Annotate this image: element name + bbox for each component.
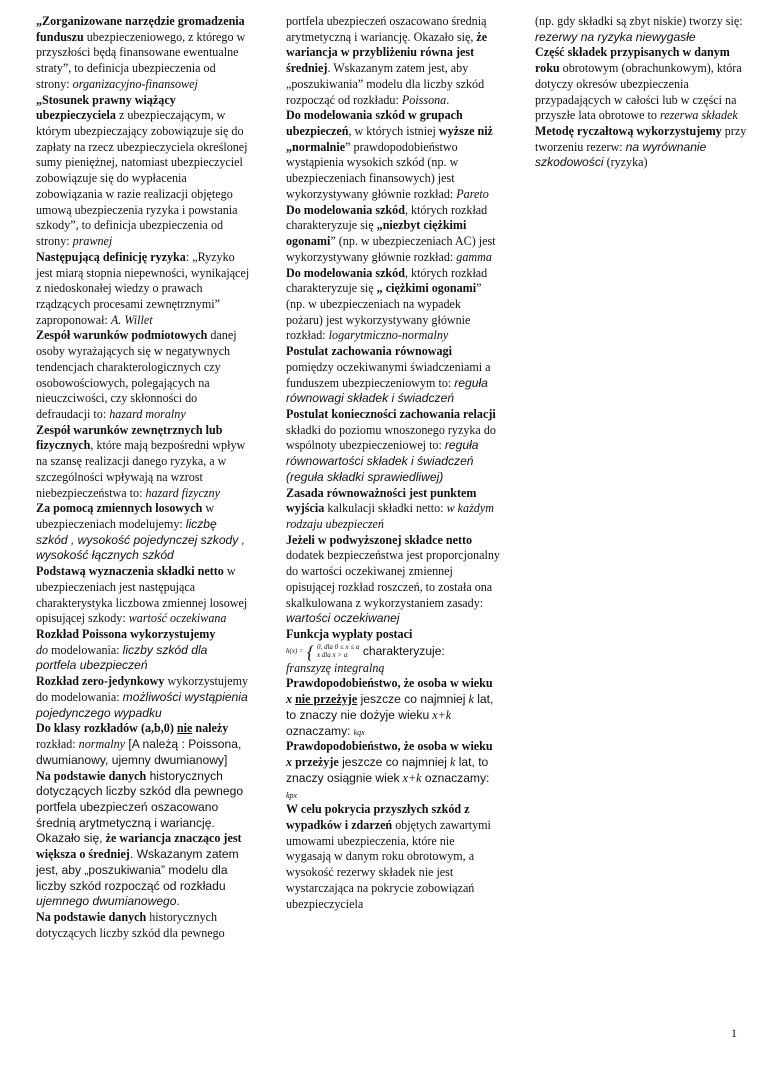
paragraph: Na podstawie danych historycznych dotyczących liczby szkód dla pewnego	[36, 909, 225, 940]
paragraph: Do klasy rozkładów (a,b,0) nie należy rozkład: normalny [A należą : Poissona, dwumianowy, ujemny dwumianowy]	[36, 721, 242, 767]
paragraph: „Stosunek prawny wiążący ubezpieczyciela z ubezpieczającym, w którym ubezpieczający zobowiązuje się do zapłaty na rzecz ubezpieczyciela określonej sumy pieniężnej, natomiast ubezpieczyciel zobowiązuje się do wypłacenia zobowiązania w razie realizacji objętego umową ubezpieczenia ryzyka i powstania szkody”, to definicja ubezpieczenia od strony: prawnej	[36, 92, 248, 249]
text-column-1	[36, 14, 250, 941]
paragraph: portfela ubezpieczeń oszacowano średnią arytmetyczną i wariancję. Okazało się, że wariancja w przybliżeniu równa jest średniej. Wskazanym zatem jest, aby „poszukiwania” modelu dla liczby szkód rozpocząć od rozkładu: Poissona.	[286, 14, 488, 107]
paragraph: Zasada równoważności jest punktem wyjścia kalkulacji składki netto: w każdym rodzaju ubezpieczeń	[286, 485, 494, 531]
paragraph: Do modelowania szkód, których rozkład charakteryzuje się „niezbyt ciężkimi ogonami” (np. w ubezpieczeniach AC) jest wykorzystywany głównie rozkład: gamma	[286, 202, 496, 264]
paragraph: Postulat konieczności zachowania relacji składki do poziomu wnoszonego ryzyka do wspólnoty ubezpieczeniowej to: reguła równowartości składek i świadczeń (reguła składki sprawiedliwej)	[286, 406, 496, 484]
paragraph: Prawdopodobieństwo, że osoba w wieku x przeżyje jeszcze co najmniej k lat, to znaczy osiągnie wiek x+k oznaczamy: kpx	[286, 739, 493, 800]
text-column-3	[535, 14, 747, 171]
paragraph: „Zorganizowane narzędzie gromadzenia funduszu ubezpieczeniowego, z którego w przyszłości będą finansowane ewentualne straty”, to definicja ubezpieczenia od strony: organizacyjno-finansowej	[36, 14, 246, 91]
paragraph: Zespół warunków zewnętrznych lub fizycznych, które mają bezpośredni wpływ na szansę realizacji danego ryzyka, a w szczególności wpływają na wzrost niebezpieczeństwa to: hazard fizyczny	[36, 422, 246, 500]
paragraph: W celu pokrycia przyszłych szkód z wypadków i zdarzeń objętych zawartymi umowami ubezpieczenia, które nie wygasają w danym roku obrotowym, a wysokość rezerwy składek nie jest wystarczająca na pokrycie zobowiązań ubezpieczyciela	[286, 802, 491, 911]
paragraph: Prawdopodobieństwo, że osoba w wieku x nie przeżyje jeszcze co najmniej k lat, to znaczy nie dożyje wieku x+k oznaczamy: kqx	[286, 676, 494, 738]
page-number: 1	[731, 1026, 737, 1040]
paragraph: Postulat zachowania równowagi pomiędzy oczekiwanymi świadczeniami a funduszem ubezpieczeniowym to: reguła równowagi składek i świadczeń	[286, 344, 491, 406]
paragraph: Następującą definicję ryzyka: „Ryzyko jest miarą stopnia niepewności, wynikającej z niedoskonałej wiedzy o prawach rządzących procesami zewnętrznymi” zaproponował: A. Willet	[36, 249, 250, 327]
paragraph: Do modelowania szkód, których rozkład charakteryzuje się „ ciężkimi ogonami” (np. w ubezpieczeniach na wypadek pożaru) jest wykorzystywany głównie rozkład: logarytmiczno-normalny	[286, 265, 488, 343]
paragraph: Rozkład Poissona wykorzystujemy do modelowania: liczby szkód dla portfela ubezpieczeń	[36, 627, 216, 673]
paragraph: (np. gdy składki są zbyt niskie) tworzy się: rezerwy na ryzyka niewygasłe	[535, 14, 743, 44]
paragraph: Funkcja wypłaty postaci h(x) = { 0, dla 0 ≤ x ≤ a x dla x > a charakteryzuje: franszyzę integralną	[286, 627, 445, 675]
paragraph: Zespół warunków podmiotowych danej osoby wyrażających się w negatywnych tendencjach charakterologicznych czy osobowościowych, polegających na nieuczciwości, czy skłonności do defraudacji to: hazard moralny	[36, 328, 237, 421]
paragraph: Podstawą wyznaczenia składki netto w ubezpieczeniach jest następująca charakterystyka liczbowa zmiennej losowej opisującej szkody: wartość oczekiwana	[36, 564, 248, 626]
paragraph: Metodę ryczałtową wykorzystujemy przy tworzeniu rezerw: na wyrównanie szkodowości (ryzyka)	[535, 124, 747, 170]
paragraph: Rozkład zero-jedynkowy wykorzystujemy do modelowania: możliwości wystąpienia pojedynczego wypadku	[36, 674, 249, 720]
piecewise-formula: h(x) = { 0, dla 0 ≤ x ≤ a x dla x > a	[286, 641, 360, 662]
paragraph: Za pomocą zmiennych losowych w ubezpieczeniach modelujemy: liczbę szkód , wysokość pojedynczej szkody , wysokość łącznych szkód	[36, 501, 246, 563]
paragraph: Jeżeli w podwyższonej składce netto dodatek bezpieczeństwa jest proporcjonalny do wartości oczekiwanej zmiennej opisującej rozkład roszczeń, to została ona skalkulowana z wykorzystaniem zasady: wartości oczekiwanej	[286, 532, 500, 626]
paragraph: Część składek przypisanych w danym roku obrotowym (obrachunkowym), która dotyczy okresów ubezpieczenia przypadających w całości lub w części na przyszłe lata obrotowe to rezerwa składek	[535, 45, 742, 123]
paragraph: Do modelowania szkód w grupach ubezpieczeń, w których istniej wyższe niż „normalnie” prawdopodobieństwo wystąpienia wysokich szkód (np. w ubezpieczeniach finansowych) jest wykorzystywany głównie rozkład: Pareto	[286, 108, 493, 201]
paragraph: Na podstawie danych historycznych dotyczących liczby szkód dla pewnego portfela ubezpieczeń oszacowano średnią arytmetyczną i wariancję. Okazało się, że wariancja znacząco jest większa o średniej. Wskazanym zatem jest, aby „poszukiwania” modelu dla liczby szkód rozpocząć od rozkładu ujemnego dwumianowego.	[36, 768, 244, 909]
text-column-2	[286, 14, 500, 912]
